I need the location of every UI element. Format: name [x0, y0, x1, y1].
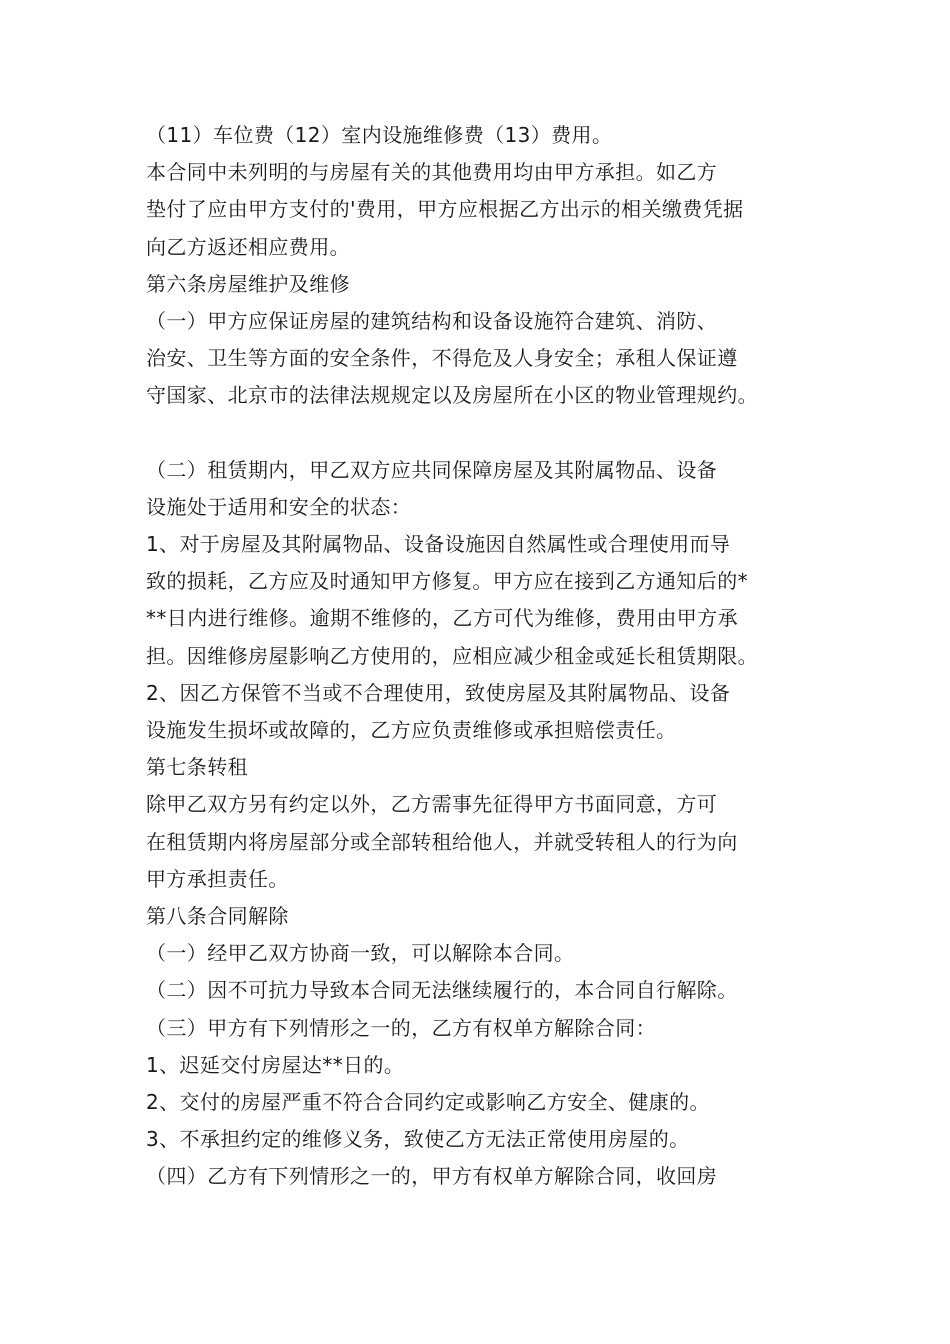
text-line-other-fees-1: 本合同中未列明的与房屋有关的其他费用均由甲方承担。如乙方 — [146, 160, 718, 185]
text-line-6-2-1-c: **日内进行维修。逾期不维修的，乙方可代为维修，费用由甲方承 — [146, 606, 738, 631]
text-line-8-1: （一）经甲乙双方协商一致，可以解除本合同。 — [146, 941, 575, 966]
text-line-8-3-2: 2、交付的房屋严重不符合合同约定或影响乙方安全、健康的。 — [146, 1089, 710, 1114]
text-line-8-4: （四）乙方有下列情形之一的，甲方有权单方解除合同，收回房 — [146, 1164, 718, 1189]
article-8-heading: 第八条合同解除 — [146, 903, 289, 928]
text-line-8-3-3: 3、不承担约定的维修义务，致使乙方无法正常使用房屋的。 — [146, 1127, 690, 1152]
text-line-8-2: （二）因不可抗力导致本合同无法继续履行的，本合同自行解除。 — [146, 978, 738, 1003]
text-line-7-b: 在租赁期内将房屋部分或全部转租给他人，并就受转租人的行为向 — [146, 829, 738, 854]
text-line-8-3-1: 1、迟延交付房屋达**日的。 — [146, 1052, 405, 1077]
article-7-heading: 第七条转租 — [146, 755, 248, 780]
text-line-6-1-b: 治安、卫生等方面的安全条件，不得危及人身安全；承租人保证遵 — [146, 346, 738, 371]
text-line-fees-list: （11）车位费（12）室内设施维修费（13）费用。 — [146, 123, 613, 147]
text-line-6-1-c: 守国家、北京市的法律法规规定以及房屋所在小区的物业管理规约。 — [146, 383, 758, 408]
text-line-6-2-1-a: 1、对于房屋及其附属物品、设备设施因自然属性或合理使用而导 — [146, 532, 731, 557]
text-line-other-fees-2: 垫付了应由甲方支付的'费用，甲方应根据乙方出示的相关缴费凭据 — [146, 197, 744, 222]
text-line-6-2-2-b: 设施发生损坏或故障的，乙方应负责维修或承担赔偿责任。 — [146, 718, 677, 742]
text-line-6-2-1-d: 担。因维修房屋影响乙方使用的，应相应减少租金或延长租赁期限。 — [146, 643, 758, 668]
text-line-7-a: 除甲乙双方另有约定以外，乙方需事先征得甲方书面同意，方可 — [146, 792, 718, 817]
text-line-6-1-a: （一）甲方应保证房屋的建筑结构和设备设施符合建筑、消防、 — [146, 308, 718, 333]
text-line-6-2-a: （二）租赁期内，甲乙双方应共同保障房屋及其附属物品、设备 — [146, 457, 718, 482]
document-body — [146, 117, 816, 1195]
text-line-other-fees-3: 向乙方返还相应费用。 — [146, 234, 350, 259]
text-line-8-3: （三）甲方有下列情形之一的，乙方有权单方解除合同： — [146, 1015, 656, 1040]
text-line-6-2-2-a: 2、因乙方保管不当或不合理使用，致使房屋及其附属物品、设备 — [146, 680, 731, 705]
text-line-6-2-1-b: 致的损耗，乙方应及时通知甲方修复。甲方应在接到乙方通知后的* — [146, 569, 748, 594]
text-line-6-2-b: 设施处于适用和安全的状态： — [146, 494, 412, 519]
blank-line — [146, 415, 816, 452]
text-line-7-c: 甲方承担责任。 — [146, 866, 289, 891]
article-6-heading: 第六条房屋维护及维修 — [146, 271, 350, 296]
